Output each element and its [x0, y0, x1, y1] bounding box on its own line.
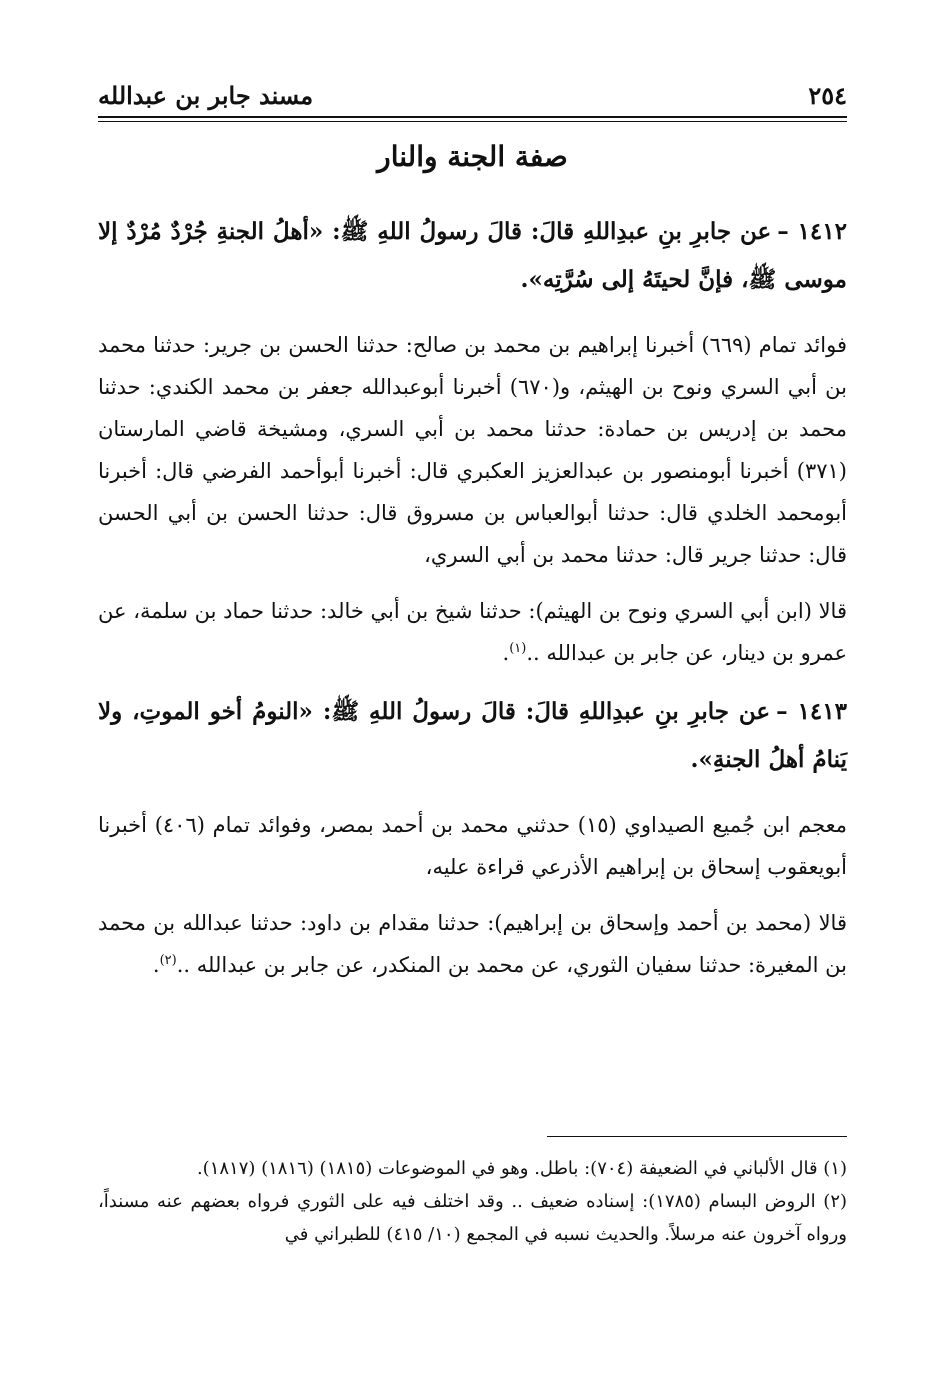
header-rule-thick — [98, 116, 847, 118]
footnotes — [98, 1152, 847, 1251]
hadith-number: ١٤١٢ – — [777, 218, 847, 245]
main-text — [98, 208, 847, 1000]
footnote-1: (١) قال الألباني في الضعيفة (٧٠٤): باطل. وهو في الموضوعات (١٨١٥) (١٨١٦) (١٨١٧). — [196, 1158, 847, 1179]
hadith-1412-source: فوائد تمام (٦٦٩) أخبرنا إبراهيم بن محمد بن صالح: حدثنا الحسن بن جرير: حدثنا محمد بن أبي السري ونوح بن الهيثم، و(٦٧٠) أخبرنا أبوعبدالله جعفر بن محمد الكندي: حدثنا محمد بن إدريس بن حمادة: حدثنا محمد بن أبي السري، ومشيخة قاضي المارستان (٣٧١) أخبرنا أبومنصور بن عبدالعزيز العكبري قال: أخبرنا أبوأحمد الفرضي قال: أخبرنا أبومحمد الخلدي قال: حدثنا أبوالعباس بن مسروق قال: حدثنا الحسن بن أبي الحسن قال: حدثنا جرير قال: حدثنا محمد بن أبي السري، — [98, 333, 848, 567]
hadith-1413-source: معجم ابن جُميع الصيداوي (١٥) حدثني محمد بن أحمد بمصر، وفوائد تمام (٤٠٦) أخبرنا أبويعقوب إسحاق بن إبراهيم الأذرعي قراءة عليه، — [98, 813, 847, 879]
footnote-2: (٢) الروض البسام (١٧٨٥): إسناده ضعيف .. وقد اختلف فيه على الثوري فرواه بعضهم عنه مسنداً، ورواه آخرون عنه مرسلاً. والحديث نسبه في المجمع (١٠/ ٤١٥) للطبراني في — [98, 1191, 848, 1245]
running-header — [98, 70, 847, 110]
footnote-ref-2[interactable]: (٢) — [159, 953, 177, 968]
hadith-1412 — [98, 208, 847, 304]
hadith-number: ١٤١٣ – — [776, 698, 847, 725]
chain-text: قالا (ابن أبي السري ونوح بن الهيثم): حدثنا شيخ بن أبي خالد: حدثنا حماد بن سلمة، عن عمرو بن دينار، عن جابر بن عبدالله .. — [98, 599, 847, 665]
book-title: مسند جابر بن عبدالله — [98, 81, 314, 110]
hadith-1413 — [98, 688, 847, 784]
page-number: ٢٥٤ — [808, 81, 847, 110]
hadith-1412-chain: قالا (ابن أبي السري ونوح بن الهيثم): حدثنا شيخ بن أبي خالد: حدثنا حماد بن سلمة، عن عمرو بن دينار، عن جابر بن عبدالله ..$^{(١)}$. — [98, 599, 847, 665]
hadith-1413-chain: قالا (محمد بن أحمد وإسحاق بن إبراهيم): حدثنا مقدام بن داود: حدثنا عبدالله بن محمد بن المغيرة: حدثنا سفيان الثوري، عن محمد بن المنكدر، عن جابر بن عبدالله ..$^{(٢)}$. — [98, 911, 847, 977]
footnote-separator — [547, 1136, 847, 1137]
chain-text: قالا (محمد بن أحمد وإسحاق بن إبراهيم): حدثنا مقدام بن داود: حدثنا عبدالله بن محمد بن المغيرة: حدثنا سفيان الثوري، عن محمد بن المنكدر، عن جابر بن عبدالله .. — [98, 911, 847, 977]
footnote-ref-1[interactable]: (١) — [509, 641, 527, 656]
hadith-text: عن جابرِ بنِ عبدِاللهِ قالَ: قالَ رسولُ اللهِ ﷺ: «النومُ أخو الموتِ، ولا يَنامُ أهلُ الجنةِ». — [98, 698, 847, 773]
header-rule-thin — [98, 121, 847, 122]
hadith-text: عن جابرِ بنِ عبدِاللهِ قالَ: قالَ رسولُ اللهِ ﷺ: «أهلُ الجنةِ جُرْدٌ مُرْدٌ إلا موسى ﷺ، فإنَّ لحيتَهُ إلى سُرَّتِه». — [98, 218, 847, 293]
section-title: صفة الجنة والنار — [377, 140, 568, 173]
